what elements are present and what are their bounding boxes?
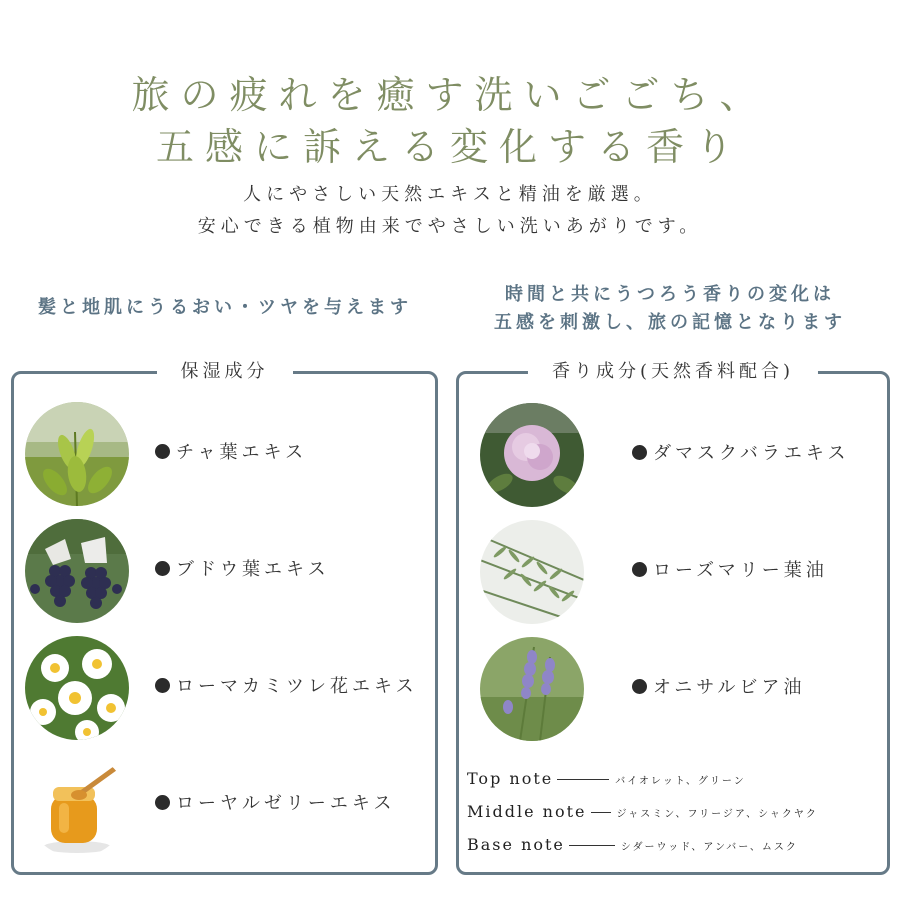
right-tagline-line-2: 五感を刺激し、旅の記憶となります <box>494 312 846 333</box>
note-name: Base note <box>467 835 565 854</box>
chamomile-image <box>25 636 129 740</box>
bullet-icon <box>632 679 647 694</box>
note-value: シダーウッド、アンバー、ムスク <box>620 842 798 853</box>
note-name: Top note <box>467 769 554 788</box>
ingredient-label: ローズマリー葉油 <box>632 558 828 584</box>
headline-line-1: 旅の疲れを癒す洗いごごち、 <box>131 73 769 117</box>
ingredient-item <box>25 402 425 506</box>
ingredient-label: チャ葉エキス <box>155 440 307 466</box>
ingredient-label: オニサルビア油 <box>632 675 805 701</box>
clary-sage-image <box>480 637 584 741</box>
bullet-icon <box>155 561 170 576</box>
bullet-icon <box>155 444 170 459</box>
ingredient-item <box>480 403 880 507</box>
note-divider <box>557 779 609 780</box>
panel-title: 香り成分(天然香料配合) <box>528 360 818 384</box>
fragrance-notes <box>467 769 818 868</box>
base-note <box>467 835 818 868</box>
green-tea-image <box>25 402 129 506</box>
ingredient-item <box>25 519 425 623</box>
moisturizing-ingredients-panel <box>11 361 438 875</box>
left-tagline: 髪と地肌にうるおい・ツヤを与えます <box>38 297 412 318</box>
ingredient-label: ローマカミツレ花エキス <box>155 674 418 700</box>
right-tagline-line-1: 時間と共にうつろう香りの変化は <box>505 284 835 305</box>
note-value: ジャスミン、フリージア、シャクヤク <box>616 809 818 820</box>
ingredient-label: ダマスクバラエキス <box>632 441 850 467</box>
ingredient-item <box>25 753 425 857</box>
note-divider <box>591 812 611 813</box>
bullet-icon <box>632 562 647 577</box>
note-divider <box>569 845 615 846</box>
ingredient-item <box>25 636 445 740</box>
subtext-line-2: 安心できる植物由来でやさしい洗いあがりです。 <box>197 216 703 237</box>
note-name: Middle note <box>467 802 587 821</box>
fragrance-ingredients-panel <box>456 361 890 875</box>
rosemary-image <box>480 520 584 624</box>
bullet-icon <box>155 678 170 693</box>
grapes-image <box>25 519 129 623</box>
bullet-icon <box>632 445 647 460</box>
ingredient-item <box>480 637 880 741</box>
note-value: バイオレット、グリーン <box>615 776 746 787</box>
panel-title: 保湿成分 <box>157 360 293 384</box>
headline-line-2: 五感に訴える変化する香り <box>155 125 744 169</box>
ingredient-label: ローヤルゼリーエキス <box>155 791 395 817</box>
honey-jar-image <box>25 753 129 857</box>
subtext-line-1: 人にやさしい天然エキスと精油を厳選。 <box>243 184 657 205</box>
middle-note <box>467 802 818 835</box>
ingredient-label: ブドウ葉エキス <box>155 557 330 583</box>
bullet-icon <box>155 795 170 810</box>
rose-image <box>480 403 584 507</box>
top-note <box>467 769 818 802</box>
right-tagline <box>455 281 885 337</box>
ingredient-item <box>480 520 880 624</box>
